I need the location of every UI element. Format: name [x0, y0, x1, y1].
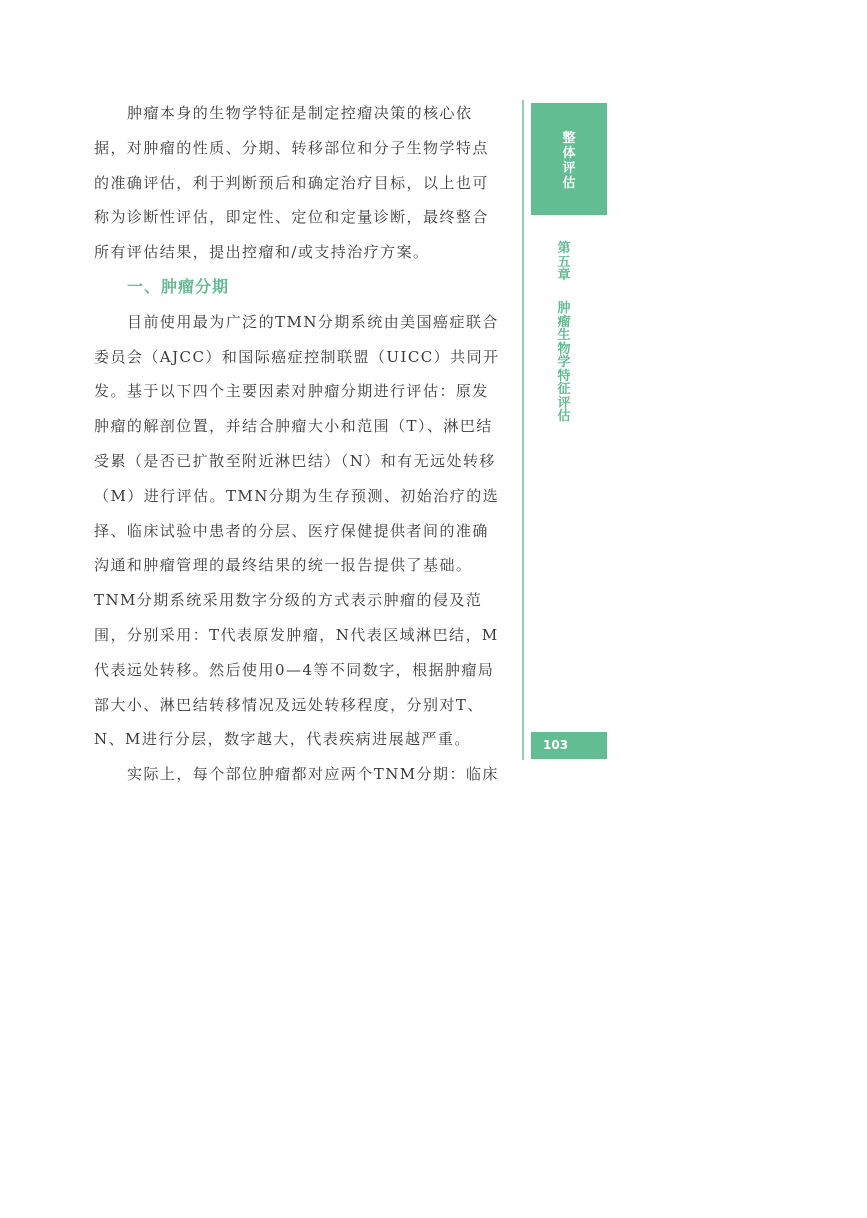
paragraph-line: 沟通和肿瘤管理的最终结果的统一报告提供了基础。: [94, 556, 473, 575]
paragraph-line: 的准确评估，利于判断预后和确定治疗目标，以上也可: [94, 173, 489, 192]
body-text: [94, 96, 498, 792]
paragraph-line: 发。基于以下四个主要因素对肿瘤分期进行评估：原发: [94, 382, 489, 401]
section-tab: [531, 103, 607, 215]
margin-divider: [522, 100, 524, 760]
paragraph-line: 委员会（AJCC）和国际癌症控制联盟（UICC）共同开: [94, 347, 500, 366]
paragraph-line: 目前使用最为广泛的TMN分期系统由美国癌症联合: [127, 312, 499, 331]
paragraph-line: （M）进行评估。TMN分期为生存预测、初始治疗的选: [94, 486, 500, 505]
paragraph-line: 所有评估结果，提出控瘤和/或支持治疗方案。: [94, 243, 430, 262]
paragraph-line: 肿瘤的解剖位置，并结合肿瘤大小和范围（T）、淋巴结: [94, 417, 493, 436]
section-label: 整 体 评 估: [562, 131, 576, 191]
section-heading: 一、肿瘤分期: [127, 276, 230, 296]
paragraph-line: 部大小、淋巴结转移情况及远处转移程度，分别对T、: [94, 695, 484, 714]
paragraph-line: 实际上，每个部位肿瘤都对应两个TNM分期：临床: [127, 765, 499, 784]
paragraph-line: 受累（是否已扩散至附近淋巴结）（N）和有无远处转移: [94, 451, 496, 470]
paragraph-line: TNM分期系统采用数字分级的方式表示肿瘤的侵及范: [94, 591, 483, 610]
paragraph-line: 称为诊断性评估，即定性、定位和定量诊断，最终整合: [94, 208, 489, 227]
paragraph-line: 据，对肿瘤的性质、分期、转移部位和分子生物学特点: [94, 138, 489, 157]
paragraph-line: 择、临床试验中患者的分层、医疗保健提供者间的准确: [94, 521, 489, 540]
paragraph-line: 代表远处转移。然后使用0—4等不同数字，根据肿瘤局: [94, 660, 495, 679]
page-number-badge: [531, 732, 607, 759]
paragraph-line: 肿瘤本身的生物学特征是制定控瘤决策的核心依: [127, 104, 473, 122]
paragraph-line: 围，分别采用：T代表原发肿瘤，N代表区域淋巴结，M: [94, 625, 499, 644]
chapter-number: 第 五 章: [557, 241, 571, 283]
paragraph-line: N、M进行分层，数字越大，代表疾病进展越严重。: [94, 730, 471, 749]
chapter-title: 肿 瘤 生 物 学 特 征 评 估: [557, 301, 571, 424]
page-number: 103: [543, 738, 569, 752]
